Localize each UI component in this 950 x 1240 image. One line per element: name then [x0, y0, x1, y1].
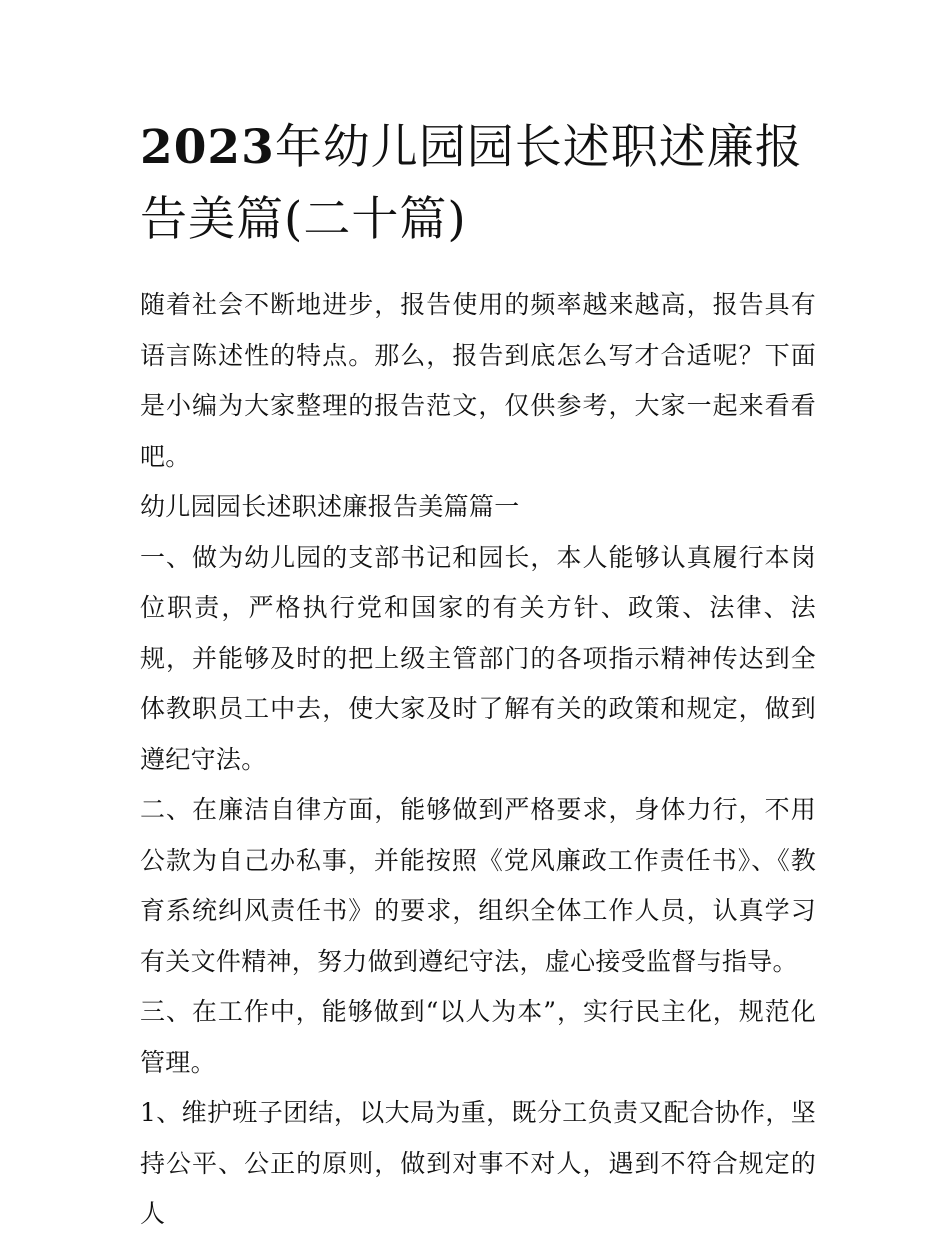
title-year: 2023	[140, 120, 275, 175]
section-heading: 幼儿园园长述职述廉报告美篇篇一	[140, 492, 520, 521]
paragraph-point-3: 三、在工作中，能够做到“以人为本”，实行民主化，规范化管理。	[140, 997, 816, 1077]
intro-paragraph: 随着社会不断地进步，报告使用的频率越来越高，报告具有语言陈述性的特点。那么，报告到底怎么写才合适呢？下面是小编为大家整理的报告范文，仅供参考，大家一起来看看吧。	[140, 290, 816, 471]
document-title	[140, 112, 820, 256]
title-text: 年幼儿园园长述职述廉报告美篇(二十篇)	[140, 120, 803, 247]
paragraph-point-1: 一、做为幼儿园的支部书记和园长，本人能够认真履行本岗位职责，严格执行党和国家的有关方针、政策、法律、法规，并能够及时的把上级主管部门的各项指示精神传达到全体教职员工中去，使大家及时了解有关的政策和规定，做到遵纪守法。	[140, 542, 816, 774]
paragraph-subpoint-1: 1、维护班子团结，以大局为重，既分工负责又配合协作，坚持公平、公正的原则，做到对事不对人，遇到不符合规定的人	[140, 1098, 816, 1228]
paragraph-point-2: 二、在廉洁自律方面，能够做到严格要求，身体力行，不用公款为自己办私事，并能按照《党风廉政工作责任书》、《教育系统纠风责任书》的要求，组织全体工作人员，认真学习有关文件精神，努力做到遵纪守法，虚心接受监督与指导。	[140, 795, 816, 976]
document-body	[140, 280, 816, 1240]
